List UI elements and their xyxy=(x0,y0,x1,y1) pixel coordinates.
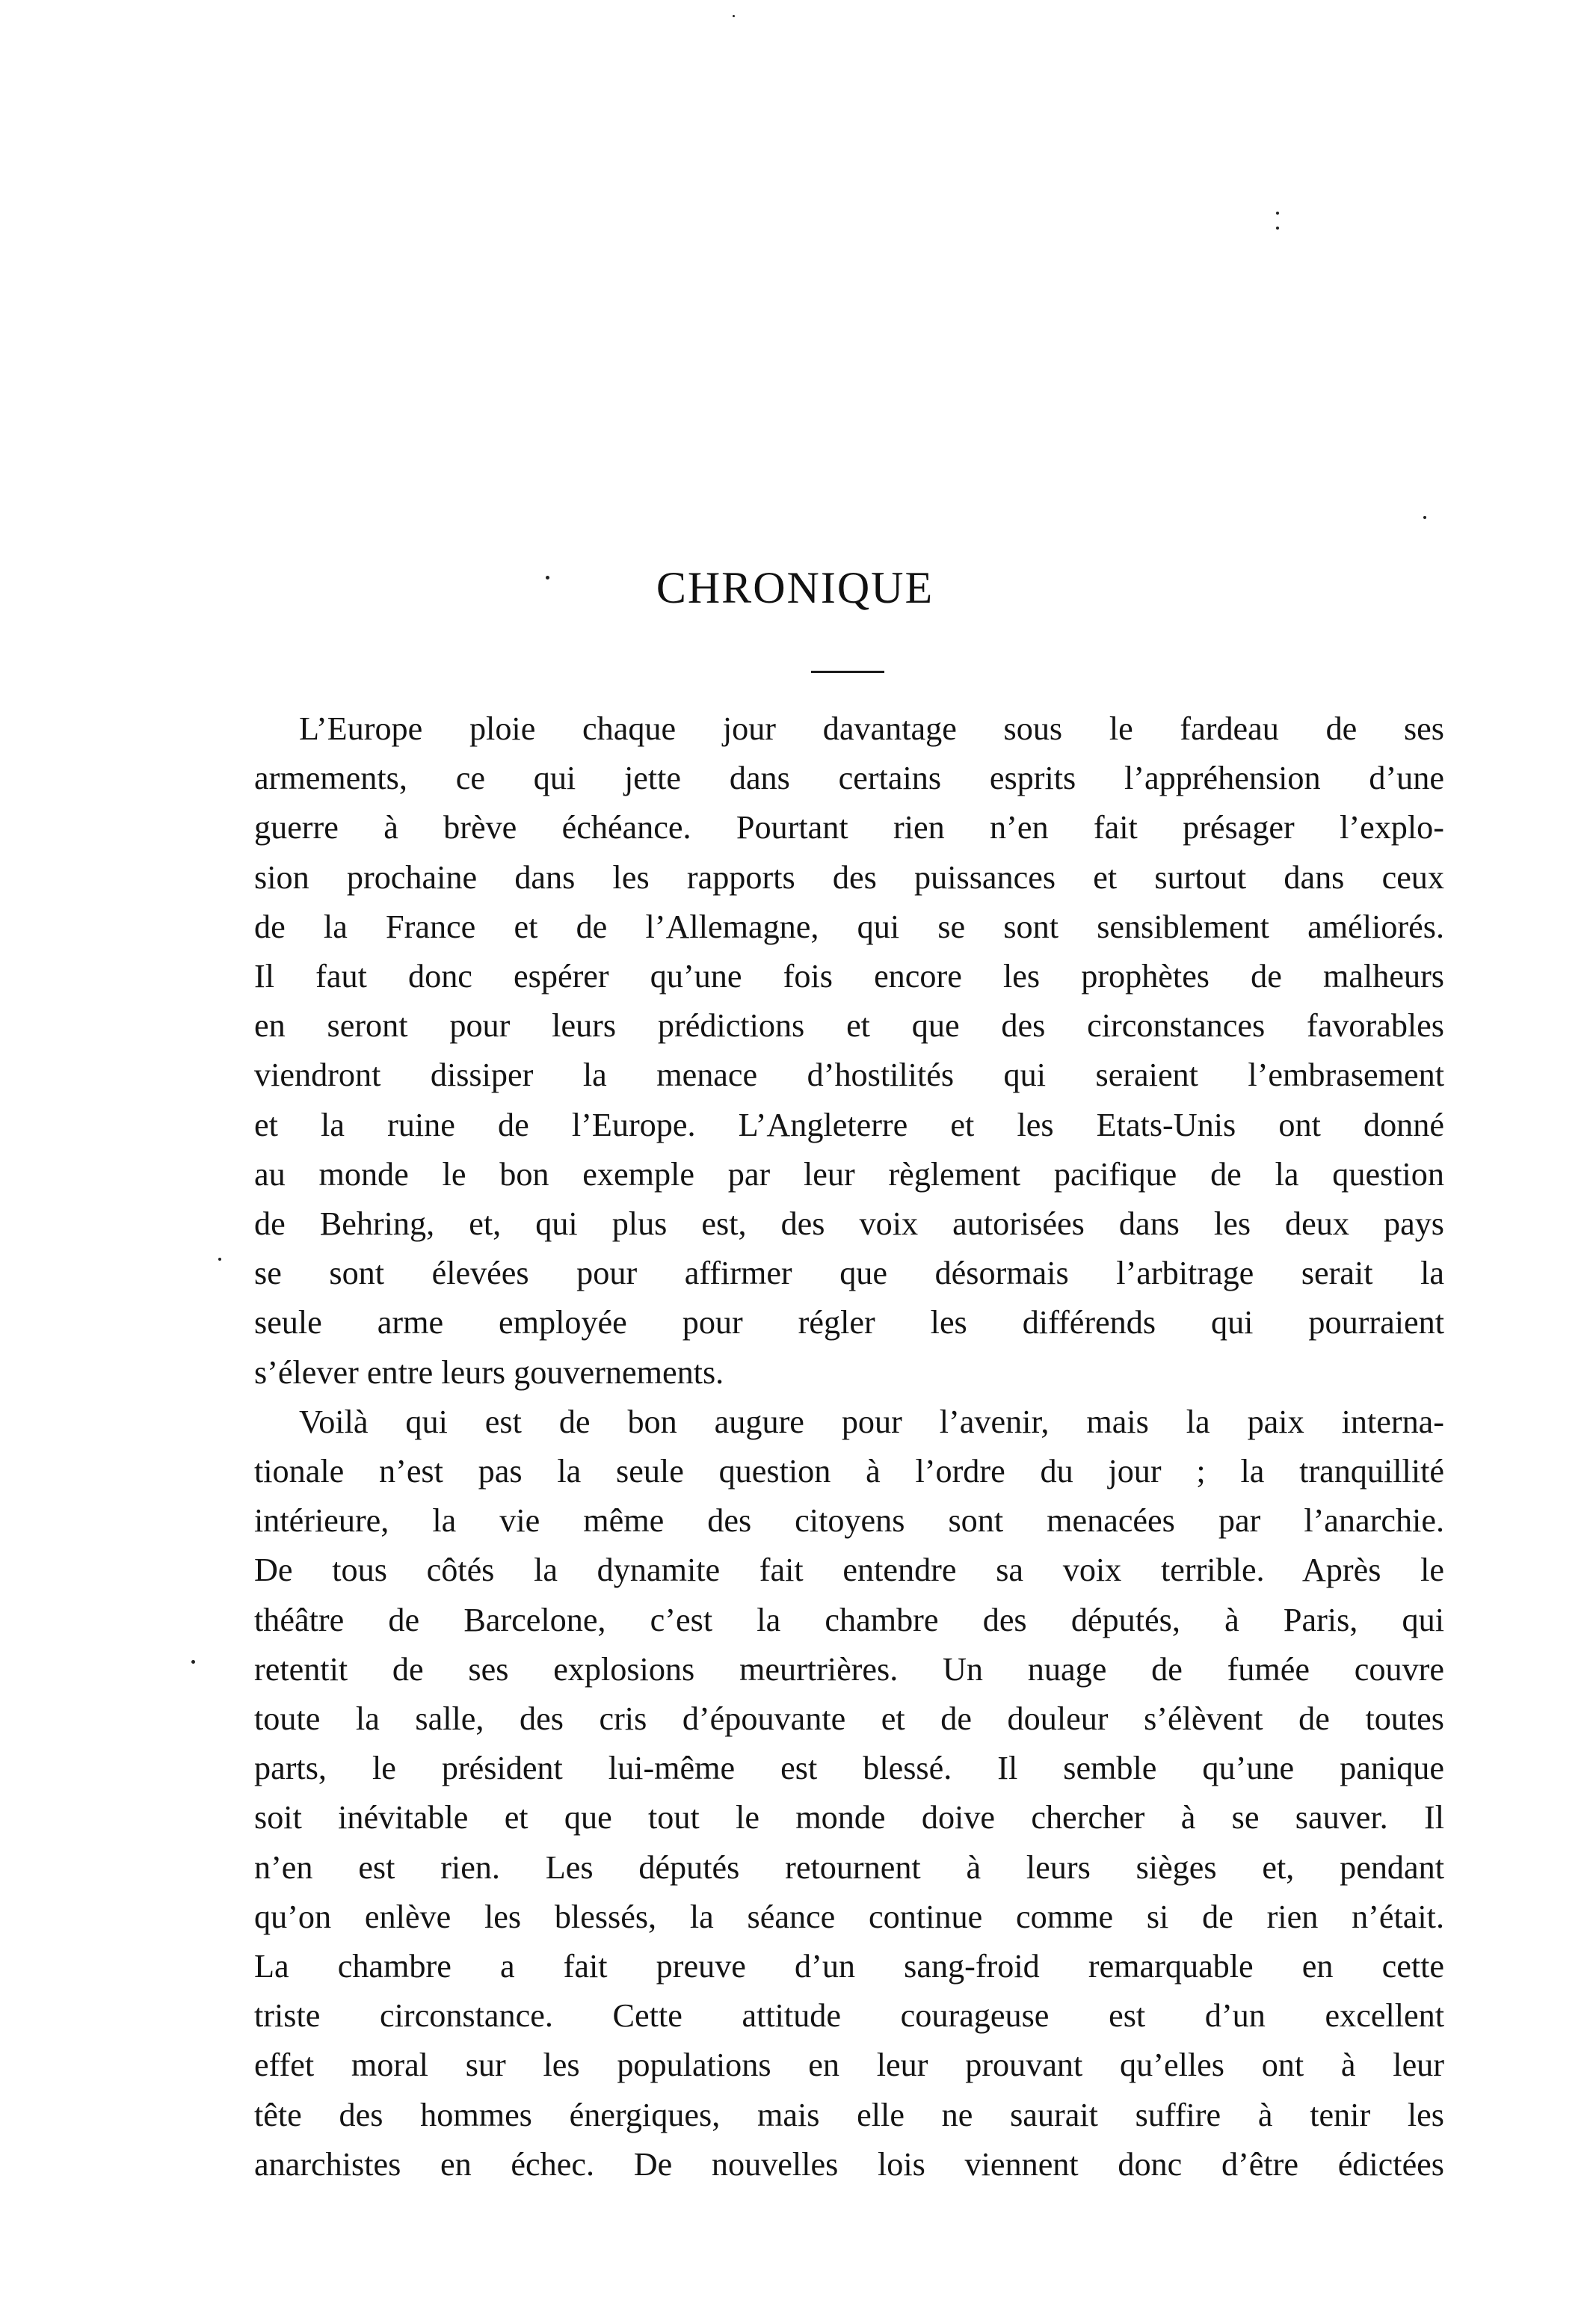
text-line: et la ruine de l’Europe. L’Angleterre et les Etats-Unis ont donné xyxy=(254,1106,1444,1143)
text-line: théâtre de Barcelone, c’est la chambre des députés, à Paris, qui xyxy=(254,1601,1444,1638)
text-line: anarchistes en échec. De nouvelles lois viennent donc d’être édictées xyxy=(254,2145,1444,2183)
text-line: triste circonstance. Cette attitude courageuse est d’un excellent xyxy=(254,1997,1444,2035)
scan-speck xyxy=(733,15,735,17)
scan-speck xyxy=(1423,516,1426,519)
scan-speck xyxy=(191,1660,195,1664)
text-line: seule arme employée pour régler les différends qui pourraient xyxy=(254,1304,1444,1341)
text-line: se sont élevées pour affirmer que désormais l’arbitrage serait la xyxy=(254,1255,1444,1292)
body-text xyxy=(254,704,1444,2189)
text-line: toute la salle, des cris d’épouvante et de douleur s’élèvent de toutes xyxy=(254,1700,1444,1738)
text-line: tionale n’est pas la seule question à l’ordre du jour ; la tranquillité xyxy=(254,1453,1444,1490)
text-line: au monde le bon exemple par leur règlement pacifique de la question xyxy=(254,1155,1444,1193)
text-line: n’en est rien. Les députés retournent à leurs sièges et, pendant xyxy=(254,1848,1444,1886)
title-rule xyxy=(811,671,884,673)
text-line: de Behring, et, qui plus est, des voix autorisées dans les deux pays xyxy=(254,1205,1444,1243)
text-line: s’élever entre leurs gouvernements. xyxy=(254,1353,724,1391)
scan-speck xyxy=(1276,212,1279,215)
text-line: retentit de ses explosions meurtrières. Un nuage de fumée couvre xyxy=(254,1650,1444,1688)
text-line: L’Europe ploie chaque jour davantage sous le fardeau de ses xyxy=(299,710,1444,747)
text-line: de la France et de l’Allemagne, qui se sont sensiblement améliorés. xyxy=(254,908,1444,945)
text-line: effet moral sur les populations en leur prouvant qu’elles ont à leur xyxy=(254,2047,1444,2084)
text-line: en seront pour leurs prédictions et que des circonstances favorables xyxy=(254,1007,1444,1045)
text-line: guerre à brève échéance. Pourtant rien n’en fait présager l’explo- xyxy=(254,809,1444,846)
text-line: soit inévitable et que tout le monde doive chercher à se sauver. Il xyxy=(254,1799,1444,1836)
scan-speck xyxy=(218,1258,221,1261)
text-line: Voilà qui est de bon augure pour l’avenir, mais la paix interna- xyxy=(299,1403,1444,1440)
page-title: CHRONIQUE xyxy=(656,563,934,612)
text-line: armements, ce qui jette dans certains esprits l’appréhension d’une xyxy=(254,760,1444,797)
text-line: Il faut donc espérer qu’une fois encore les prophètes de malheurs xyxy=(254,958,1444,995)
text-line: viendront dissiper la menace d’hostilités qui seraient l’embrasement xyxy=(254,1057,1444,1094)
text-line: tête des hommes énergiques, mais elle ne saurait suffire à tenir les xyxy=(254,2096,1444,2133)
text-line: qu’on enlève les blessés, la séance continue comme si de rien n’était. xyxy=(254,1898,1444,1935)
scan-speck xyxy=(1276,227,1279,230)
text-line: parts, le président lui-même est blessé. Il semble qu’une panique xyxy=(254,1750,1444,1787)
paragraph-1 xyxy=(254,704,1444,1398)
text-line: intérieure, la vie même des citoyens sont menacées par l’anarchie. xyxy=(254,1502,1444,1540)
text-line: De tous côtés la dynamite fait entendre sa voix terrible. Après le xyxy=(254,1552,1444,1589)
text-line: sion prochaine dans les rapports des puissances et surtout dans ceux xyxy=(254,858,1444,896)
text-line: La chambre a fait preuve d’un sang-froid remarquable en cette xyxy=(254,1948,1444,1985)
paragraph-2 xyxy=(254,1398,1444,2189)
